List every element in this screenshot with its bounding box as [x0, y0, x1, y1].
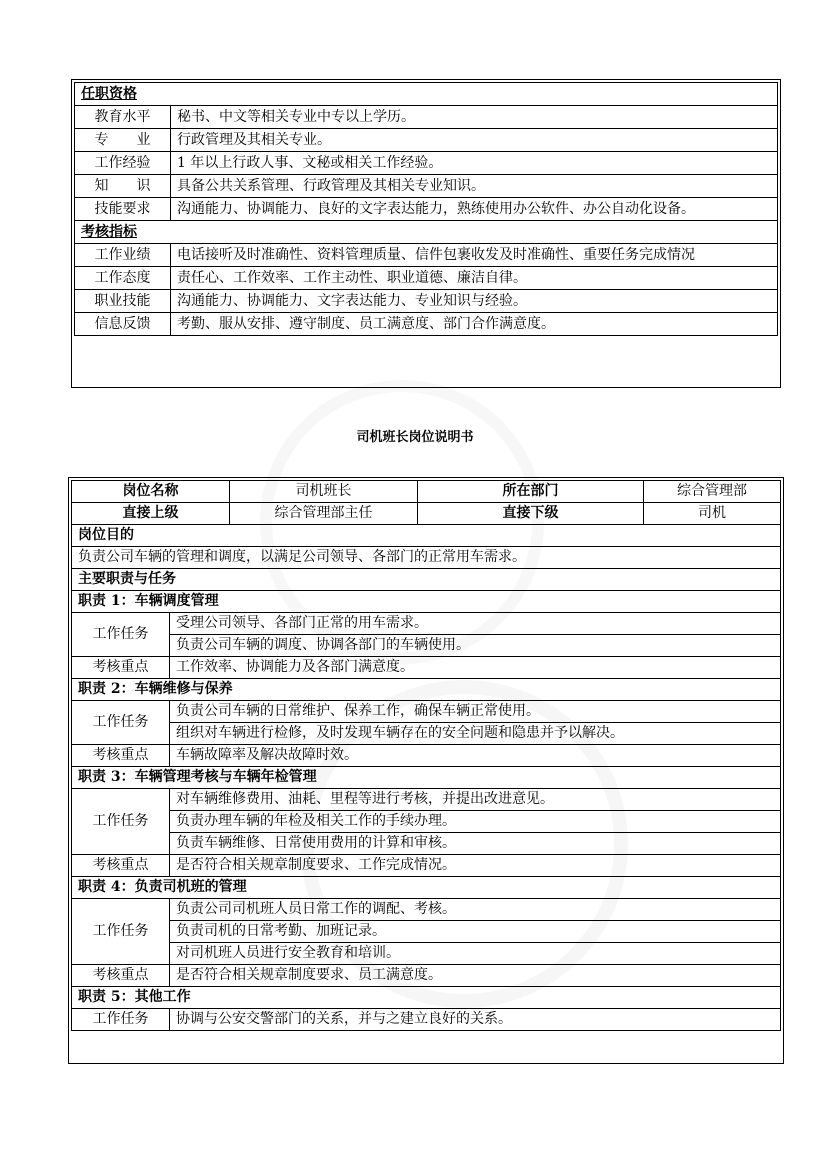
section-header-row: [75, 221, 778, 244]
focus-label: 考核重点: [72, 965, 170, 987]
task-row: [72, 921, 781, 943]
focus-row: [72, 745, 781, 767]
row-label: 教育水平: [75, 106, 171, 129]
row-label: 专 业: [75, 129, 171, 152]
row-value: 具备公共关系管理、行政管理及其相关专业知识。: [171, 175, 778, 198]
duty-title: 职责 1：车辆调度管理: [72, 591, 781, 613]
row-value: 考勤、服从安排、遵守制度、员工满意度、部门合作满意度。: [171, 313, 778, 336]
duty-title: 职责 3：车辆管理考核与车辆年检管理: [72, 767, 781, 789]
task-row: [72, 811, 781, 833]
focus-label: 考核重点: [72, 855, 170, 877]
focus-row: [72, 855, 781, 877]
task-label: 工作任务: [72, 899, 170, 965]
task-text: 组织对车辆进行检修，及时发现车辆存在的安全问题和隐患并予以解决。: [170, 723, 781, 745]
task-row: [72, 943, 781, 965]
focus-text: 工作效率、协调能力及各部门满意度。: [170, 657, 781, 679]
table-row: [75, 198, 778, 221]
row-label: 职业技能: [75, 290, 171, 313]
task-text: 协调与公安交警部门的关系，并与之建立良好的关系。: [170, 1009, 781, 1031]
duty-header-row: [72, 591, 781, 613]
focus-label: 考核重点: [72, 745, 170, 767]
row-label: 知 识: [75, 175, 171, 198]
subordinate-value: 司机: [644, 503, 781, 525]
duty-header-row: [72, 679, 781, 701]
row-label: 工作业绩: [75, 244, 171, 267]
task-row: [72, 833, 781, 855]
superior-label: 直接上级: [72, 503, 230, 525]
table-row: [75, 290, 778, 313]
row-value: 行政管理及其相关专业。: [171, 129, 778, 152]
purpose-title: 岗位目的: [72, 525, 781, 547]
section-title: 任职资格: [75, 83, 778, 106]
department-label: 所在部门: [418, 481, 644, 503]
table-row: [75, 313, 778, 336]
department-value: 综合管理部: [644, 481, 781, 503]
document-title: 司机班长岗位说明书: [356, 430, 474, 445]
task-text: 对司机班人员进行安全教育和培训。: [170, 943, 781, 965]
task-row: [72, 723, 781, 745]
table-row: [75, 152, 778, 175]
task-text: 受理公司领导、各部门正常的用车需求。: [170, 613, 781, 635]
task-row: [72, 789, 781, 811]
row-label: 工作经验: [75, 152, 171, 175]
task-row: [72, 701, 781, 723]
section-header-row: [72, 525, 781, 547]
job-description-table: [71, 480, 781, 1031]
task-text: 负责公司车辆的调度、协调各部门的车辆使用。: [170, 635, 781, 657]
task-text: 对车辆维修费用、油耗、里程等进行考核，并提出改进意见。: [170, 789, 781, 811]
task-label: 工作任务: [72, 789, 170, 855]
task-label: 工作任务: [72, 613, 170, 657]
duty-header-row: [72, 877, 781, 899]
focus-row: [72, 657, 781, 679]
purpose-text: 负责公司车辆的管理和调度，以满足公司领导、各部门的正常用车需求。: [72, 547, 781, 569]
duty-header-row: [72, 987, 781, 1009]
focus-row: [72, 965, 781, 987]
task-label: 工作任务: [72, 701, 170, 745]
focus-label: 考核重点: [72, 657, 170, 679]
duty-title: 职责 2：车辆维修与保养: [72, 679, 781, 701]
table-row: [75, 267, 778, 290]
superior-value: 综合管理部主任: [230, 503, 418, 525]
duties-title: 主要职责与任务: [72, 569, 781, 591]
row-value: 沟通能力、协调能力、良好的文字表达能力，熟练使用办公软件、办公自动化设备。: [171, 198, 778, 221]
row-label: 技能要求: [75, 198, 171, 221]
task-text: 负责司机的日常考勤、加班记录。: [170, 921, 781, 943]
focus-text: 是否符合相关规章制度要求、员工满意度。: [170, 965, 781, 987]
section-header-row: [75, 83, 778, 106]
table-row: [75, 244, 778, 267]
post-name-label: 岗位名称: [72, 481, 230, 503]
table-row: [75, 175, 778, 198]
post-name-value: 司机班长: [230, 481, 418, 503]
row-value: 1 年以上行政人事、文秘或相关工作经验。: [171, 152, 778, 175]
task-text: 负责办理车辆的年检及相关工作的手续办理。: [170, 811, 781, 833]
row-value: 责任心、工作效率、工作主动性、职业道德、廉洁自律。: [171, 267, 778, 290]
task-row: [72, 613, 781, 635]
task-text: 负责公司司机班人员日常工作的调配、考核。: [170, 899, 781, 921]
row-value: 秘书、中文等相关专业中专以上学历。: [171, 106, 778, 129]
row-value: 电话接听及时准确性、资料管理质量、信件包裹收发及时准确性、重要任务完成情况: [171, 244, 778, 267]
subordinate-label: 直接下级: [418, 503, 644, 525]
table-row: [75, 106, 778, 129]
task-text: 负责车辆维修、日常使用费用的计算和审核。: [170, 833, 781, 855]
row-value: 沟通能力、协调能力、文字表达能力、专业知识与经验。: [171, 290, 778, 313]
row-label: 工作态度: [75, 267, 171, 290]
header-row: [72, 481, 781, 503]
section-header-row: [72, 569, 781, 591]
focus-text: 是否符合相关规章制度要求、工作完成情况。: [170, 855, 781, 877]
row-label: 信息反馈: [75, 313, 171, 336]
focus-text: 车辆故障率及解决故障时效。: [170, 745, 781, 767]
task-row: [72, 635, 781, 657]
section-title: 考核指标: [75, 221, 778, 244]
task-label: 工作任务: [72, 1009, 170, 1031]
qualification-table: [74, 82, 778, 336]
task-row: [72, 899, 781, 921]
table-row: [75, 129, 778, 152]
header-row: [72, 503, 781, 525]
duty-header-row: [72, 767, 781, 789]
table-row: [72, 547, 781, 569]
task-text: 负责公司车辆的日常维护、保养工作，确保车辆正常使用。: [170, 701, 781, 723]
task-row: [72, 1009, 781, 1031]
duty-title: 职责 4：负责司机班的管理: [72, 877, 781, 899]
duty-title: 职责 5：其他工作: [72, 987, 781, 1009]
